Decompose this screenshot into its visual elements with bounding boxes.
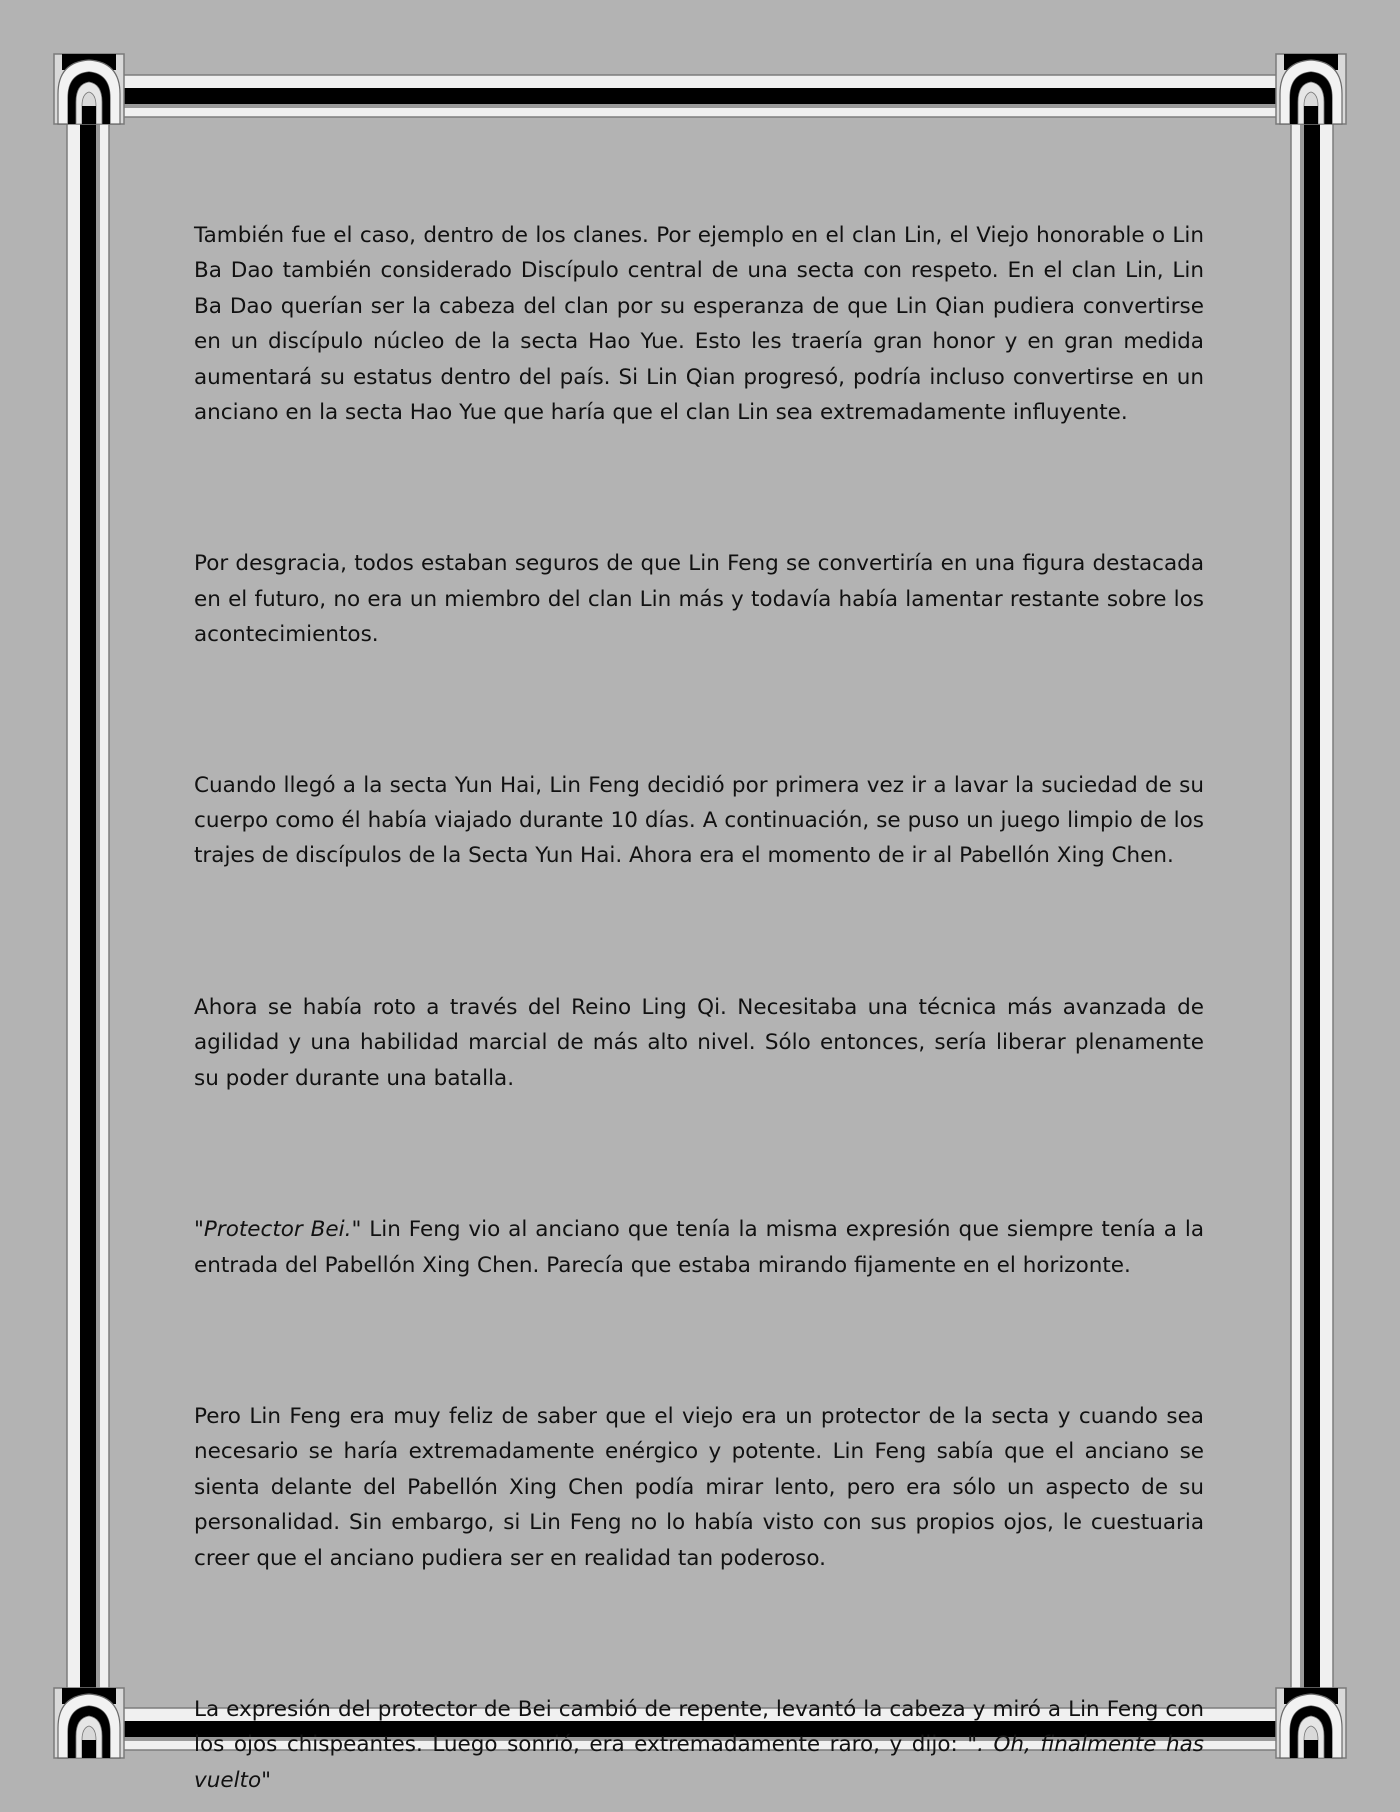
- frame-top-bar: [108, 75, 1278, 117]
- paragraph-5-text: Lin Feng vio al anciano que tenía la misma expresión que siempre tenía a la entrada del Pabellón Xing Chen. Parecía que estaba mirando fijamente en el horizonte.: [194, 1217, 1204, 1278]
- paragraph-7-text: La expresión del protector de Bei cambió de repente, levantó la cabeza y miró a Lin Feng con los ojos chispeantes. Luego sonrió, era extremadamente raro, y dijo:: [194, 1696, 1204, 1758]
- frame-corner-top-right: [1276, 54, 1346, 124]
- paragraph-6-text: Pero Lin Feng era muy feliz de saber que el viejo era un protector de la secta y cuando sea necesario se haría extremadamente enérgico y potente. Lin Feng sabía que el anciano se sienta delante del Pabellón Xing Chen podía mirar lento, pero era sólo un aspecto de su personalidad. Sin embargo, si Lin Feng no lo había visto con sus propios ojos, le cuestuaria creer que el anciano pudiera ser en realidad tan poderoso.: [194, 1403, 1204, 1571]
- paragraph-5-quote: "Protector Bei.": [194, 1217, 362, 1243]
- document-body: [194, 218, 1204, 1798]
- paragraph-4-text: Ahora se había roto a través del Reino Ling Qi. Necesitaba una técnica más avanzada de agilidad y una habilidad marcial de más alto nivel. Sólo entonces, sería liberar plenamente su poder durante una batalla.: [194, 994, 1204, 1091]
- paragraph-6: [194, 1399, 1204, 1576]
- paragraph-5: [194, 1212, 1204, 1283]
- frame-corner-top-left: [54, 54, 124, 124]
- paragraph-4: [194, 990, 1204, 1096]
- paragraph-7: [194, 1692, 1204, 1798]
- paragraph-2-text: Por desgracia, todos estaban seguros de que Lin Feng se convertiría en una figura destacada en el futuro, no era un miembro del clan Lin más y todavía había lamentar restante sobre los acontecimientos.: [194, 551, 1204, 648]
- frame-corner-bottom-left: [54, 1688, 124, 1758]
- paragraph-3-text: Cuando llegó a la secta Yun Hai, Lin Feng decidió por primera vez ir a lavar la suciedad de su cuerpo como él había viajado durante 10 días. A continuación, se puso un juego limpio de los trajes de discípulos de la Secta Yun Hai. Ahora era el momento de ir al Pabellón Xing Chen.: [194, 772, 1204, 869]
- paragraph-1-text: También fue el caso, dentro de los clanes. Por ejemplo en el clan Lin, el Viejo honorable o Lin Ba Dao también considerado Discípulo central de una secta con respeto. En el clan Lin, Lin Ba Dao querían ser la cabeza del clan por su esperanza de que Lin Qian pudiera convertirse en un discípulo núcleo de la secta Hao Yue. Esto les traería gran honor y en gran medida aumentará su estatus dentro del país. Si Lin Qian progresó, podría incluso convertirse en un anciano en la secta Hao Yue que haría que el clan Lin sea extremadamente influyente.: [194, 223, 1204, 426]
- frame-left-bar: [67, 110, 109, 1710]
- paragraph-1: [194, 218, 1204, 430]
- paragraph-2: [194, 546, 1204, 652]
- frame-corner-bottom-right: [1276, 1688, 1346, 1758]
- paragraph-3: [194, 768, 1204, 874]
- paragraph-7-quote: ". Oh, finalmente has vuelto": [194, 1732, 1205, 1793]
- frame-right-bar: [1291, 110, 1333, 1710]
